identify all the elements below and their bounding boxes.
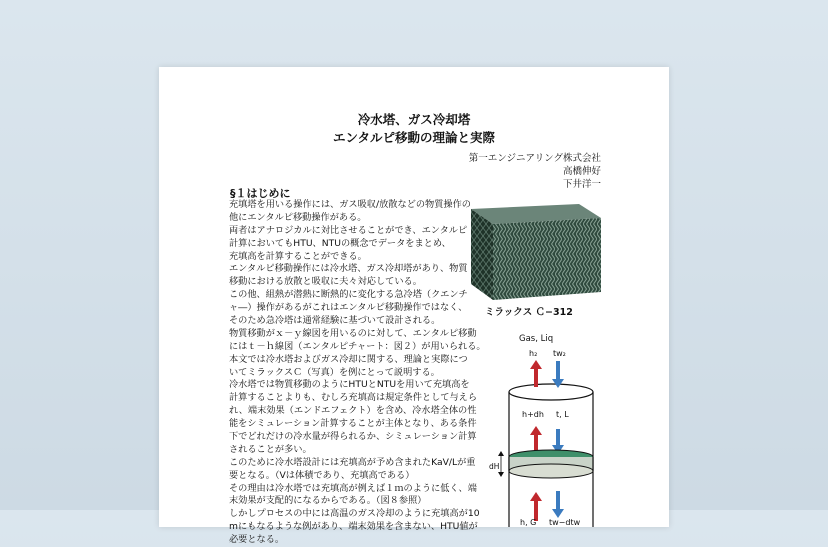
body-line: 両者はアナロジカルに対比させることができ、エンタルピ (229, 224, 468, 236)
body-line: 充填高を計算することができる。 (229, 250, 367, 262)
body-line: されることが多い。 (229, 443, 312, 455)
label-tw2: tw₂ (553, 349, 566, 358)
body-line: しかしプロセスの中には高温のガス冷却のように充填高が10 (229, 508, 480, 520)
body-line: ャ―）操作があるがこれはエンタルピ移動操作ではなく、 (229, 302, 468, 314)
body-line: 移動における放散と吸収に夫々対応している。 (229, 276, 422, 288)
arrow-up-icon (530, 492, 542, 501)
section-heading: §１はじめに (230, 187, 291, 200)
label-tw-dtw: tw−dtw (549, 518, 581, 527)
arrow-up-icon (530, 426, 542, 435)
body-line: エンタルピ移動操作には冷水塔、ガス冷却塔があり、物質 (229, 263, 468, 275)
body-line: 本文では冷水塔およびガス冷却に関する、理論と実際につ (229, 353, 468, 365)
body-line: その理由は冷水塔では充填高が例えば１ｍのように低く、端 (229, 482, 477, 494)
body-line: 充填塔を用いる操作には、ガス吸収/放散などの物質操作の (229, 199, 471, 210)
body-line: 計算においてもHTU、NTUの概念でデータをまとめ、 (229, 237, 451, 249)
author-company: 第一エンジニアリング株式会社 (468, 153, 601, 164)
body-line: 冷水塔では物質移動のようにHTUとNTUを用いて充填高を (229, 379, 470, 391)
body-line: そのため急冷塔は通常経験に基づいて設計される。 (229, 315, 441, 327)
body-line: 下でどれだけの冷水量が得られるか、シミュレーション計算 (229, 431, 477, 443)
body-line: れ、端末効果（エンドエフェクト）を含め、冷水塔全体の性 (229, 405, 477, 417)
body-line: 物質移動がｘ－ｙ線図を用いるのに対して、エンタルピ移動 (229, 327, 477, 339)
body-line: にはｔ－ｈ線図（エンタルピチャート：図２）が用いられる。 (229, 340, 486, 352)
document-title-line2: エンタルピ移動の理論と実際 (332, 130, 495, 145)
label-dh: dH (489, 462, 500, 471)
arrow-down-icon (552, 509, 564, 518)
label-h2: h₂ (529, 349, 538, 358)
photo-caption: ミラックス Ｃ−312 (485, 307, 573, 318)
body-line: このために冷水塔設計には充填高が予め含まれたKaV/Lが重 (229, 456, 476, 468)
body-line: この他、組熱が潜熱に断熱的に変化する急冷塔（クエンチ (229, 289, 468, 301)
body-line: 末効果が支配的になるからである。（図８参照） (229, 495, 427, 507)
body-line: 要となる。（Vは体積であり、充填高である） (229, 469, 415, 481)
label-h-g: h, G (520, 518, 537, 527)
label-t-l: t, L (556, 410, 569, 419)
body-line: 必要となる。 (229, 534, 285, 546)
tower-diagram (491, 329, 611, 527)
body-line: 計算することよりも、むしろ充填高は規定条件として与えら (229, 392, 478, 404)
body-line: いてミラックスＣ（写真）を例にとって説明する。 (229, 366, 440, 378)
author-name-2: 下井洋一 (562, 179, 601, 190)
packing-photo (471, 204, 601, 300)
arrow-up-icon (530, 360, 542, 369)
document-title-line1: 冷水塔、ガス冷却塔 (357, 112, 471, 127)
body-line: 能をシミュレーション計算することが主体となり、ある条件 (229, 418, 477, 430)
label-h-dh: h+dh (522, 410, 544, 419)
body-line: mにもなるような例があり、端末効果を含まない、HTU値が (229, 521, 478, 533)
diagram-top-label: Gas, Liq (519, 334, 554, 344)
document-page (159, 67, 669, 546)
author-name-1: 高橋伸好 (562, 166, 601, 177)
body-line: 他にエンタルピ移動操作がある。 (229, 211, 367, 223)
